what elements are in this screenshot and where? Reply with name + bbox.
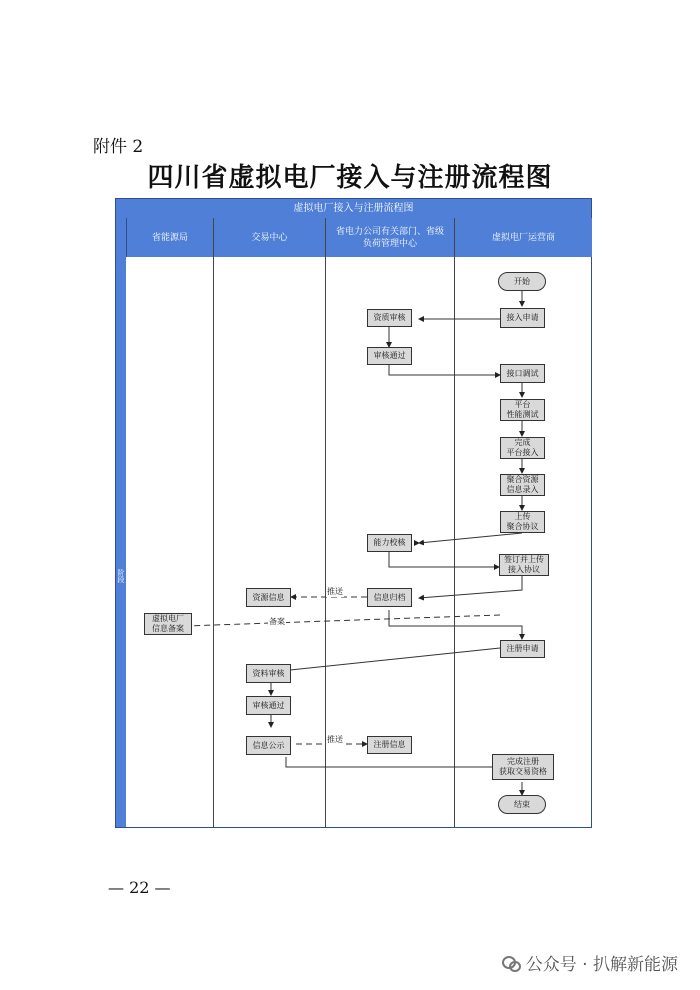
- node-start: 开始: [498, 272, 546, 291]
- node-register-apply: 注册申请: [500, 640, 545, 658]
- node-capability-check: 能力校核: [367, 534, 412, 552]
- wechat-icon: [502, 956, 520, 970]
- node-registration-info: 注册信息: [367, 736, 412, 754]
- node-qualification-review: 资质审核: [367, 309, 412, 327]
- node-vpp-info-record: 虚拟电厂 信息备案: [144, 613, 192, 635]
- page-number: — 22 —: [108, 878, 171, 897]
- flowchart: [115, 198, 592, 828]
- lane-header-vpp-operator: 虚拟电厂运营商: [454, 218, 592, 257]
- node-complete-registration: 完成注册 获取交易资格: [492, 754, 554, 780]
- node-complete-platform-access: 完成 平台接入: [500, 437, 545, 459]
- edge-label-push: 推送: [327, 587, 343, 596]
- lane-header-energy-bureau: 省能源局: [126, 218, 213, 257]
- node-review-passed-2: 审核通过: [246, 696, 291, 715]
- attachment-label: 附件 2: [93, 137, 144, 157]
- document-title: 四川省虚拟电厂接入与注册流程图: [147, 163, 553, 193]
- node-platform-test: 平台 性能测试: [500, 399, 545, 421]
- node-aggregate-resource-entry: 聚合资源 信息录入: [500, 474, 545, 496]
- lane-header-trading-center: 交易中心: [213, 218, 325, 257]
- node-info-archive: 信息归档: [367, 588, 412, 607]
- watermark-text: 公众号 · 扒解新能源: [525, 955, 678, 975]
- edge-label-push: 推送: [327, 735, 343, 744]
- node-sign-access-agreement: 签订并上传 接入协议: [499, 554, 549, 576]
- phase-label: 阶段: [117, 569, 125, 583]
- node-material-review: 资料审核: [246, 664, 291, 683]
- edge-label-filing: 备案: [269, 617, 285, 626]
- node-apply-access: 接入申请: [500, 308, 545, 328]
- node-upload-agreement: 上传 聚合协议: [500, 511, 545, 533]
- watermark: [502, 950, 678, 975]
- node-info-publicity: 信息公示: [246, 736, 291, 755]
- flowchart-title: 虚拟电厂接入与注册流程图: [116, 199, 591, 218]
- lane-header-grid-company: 省电力公司有关部门、省级负荷管理中心: [325, 218, 454, 257]
- node-resource-info: 资源信息: [246, 588, 291, 607]
- node-end: 结束: [498, 795, 546, 814]
- node-review-passed-1: 审核通过: [367, 347, 412, 365]
- node-interface-debug: 接口调试: [500, 364, 545, 383]
